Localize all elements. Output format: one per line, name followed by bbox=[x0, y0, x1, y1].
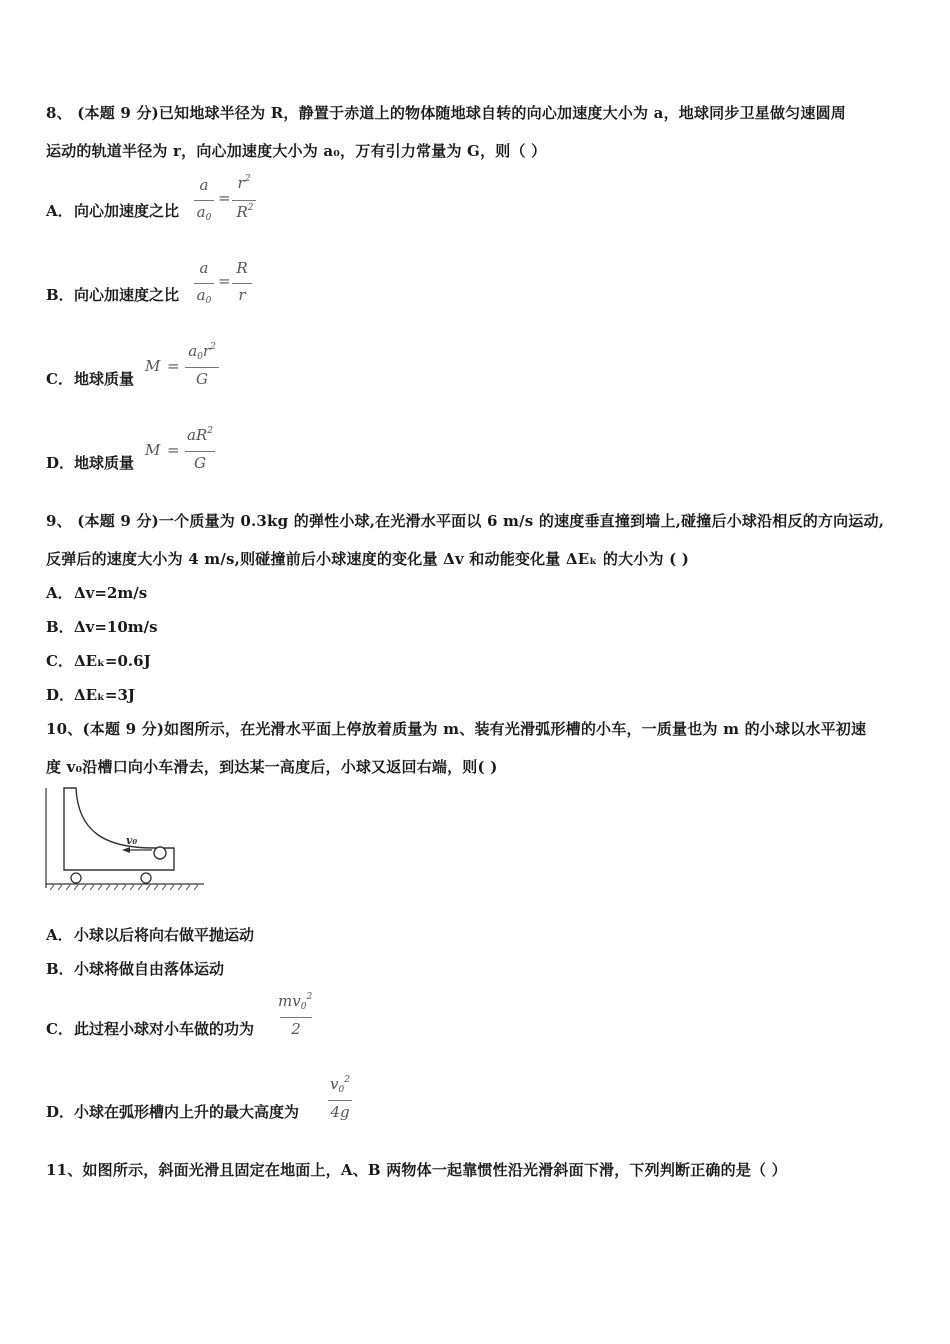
question-10-line-2: 度 v₀沿槽口向小车滑去，到达某一高度后，小球又返回右端，则( ) bbox=[46, 758, 498, 776]
option-text: Δv=2m/s bbox=[74, 584, 148, 602]
option-label: B． bbox=[46, 286, 74, 304]
q9-option-b[interactable] bbox=[46, 616, 158, 637]
option-text: 此过程小球对小车做的功为 bbox=[74, 1020, 255, 1038]
q10-option-b[interactable] bbox=[46, 958, 224, 979]
option-text: ΔEₖ=0.6J bbox=[74, 652, 151, 670]
q9-option-a[interactable] bbox=[46, 582, 147, 603]
formula-a-over-a0-eq-R-over-r: a $a_0$ = R r bbox=[192, 259, 272, 311]
question-8-line-1: 8、 (本题 9 分)已知地球半径为 R，静置于赤道上的物体随地球自转的向心加速度大小为 a，地球同步卫星做匀速圆周 bbox=[46, 104, 846, 122]
question-9-line-2: 反弹后的速度大小为 4 m/s,则碰撞前后小球速度的变化量 Δv 和动能变化量 ΔEₖ 的大小为 ( ) bbox=[46, 550, 690, 568]
option-label: B． bbox=[46, 960, 74, 978]
option-text: 地球质量 bbox=[74, 454, 135, 472]
q9-option-c[interactable] bbox=[46, 650, 151, 671]
q10-option-a[interactable] bbox=[46, 924, 254, 945]
option-label: D． bbox=[46, 1103, 75, 1121]
option-text: 地球质量 bbox=[74, 370, 135, 388]
option-label: A． bbox=[46, 584, 73, 602]
question-9-line-1: 9、 (本题 9 分)一个质量为 0.3kg 的弹性小球,在光滑水平面以 6 m/s 的速度垂直撞到墙上,碰撞后小球沿相反的方向运动, bbox=[46, 512, 885, 530]
option-text: 小球以后将向右做平抛运动 bbox=[74, 926, 255, 944]
option-text: 小球将做自由落体运动 bbox=[74, 960, 225, 978]
formula-a-over-a0-eq-r2-over-R2: a $a_0$ = $r^2$ $R^2$ bbox=[192, 176, 272, 228]
option-label: D． bbox=[46, 454, 75, 472]
option-text: Δv=10m/s bbox=[74, 618, 158, 636]
q8-option-c[interactable] bbox=[46, 368, 134, 389]
q8-option-b[interactable] bbox=[46, 284, 179, 305]
q10-option-d[interactable] bbox=[46, 1101, 299, 1122]
q8-option-a[interactable] bbox=[46, 200, 179, 221]
option-text: 小球在弧形槽内上升的最大高度为 bbox=[74, 1103, 300, 1121]
formula-mv0-squared-over-2: $mv_0^2$ 2 bbox=[278, 992, 313, 1038]
v0-label: v₀ bbox=[126, 834, 138, 847]
option-label: C． bbox=[46, 370, 73, 388]
formula-M-eq-a0r2-over-G: M = $a_0r^2$ G bbox=[145, 343, 235, 395]
question-11-line-1: 11、如图所示，斜面光滑且固定在地面上，A、B 两物体一起靠惯性沿光滑斜面下滑，下列判断正确的是（ ） bbox=[46, 1161, 787, 1179]
option-text: ΔEₖ=3J bbox=[74, 686, 136, 704]
formula-v0-squared-over-4g: $v_0^2$ 4g bbox=[328, 1075, 362, 1127]
cart-with-arc-groove-figure bbox=[44, 786, 206, 892]
q9-option-d[interactable] bbox=[46, 684, 135, 705]
option-label: A． bbox=[46, 202, 73, 220]
option-text: 向心加速度之比 bbox=[74, 202, 180, 220]
option-label: A． bbox=[46, 926, 73, 944]
option-label: C． bbox=[46, 652, 73, 670]
option-label: B． bbox=[46, 618, 74, 636]
option-label: C． bbox=[46, 1020, 73, 1038]
q8-option-d[interactable] bbox=[46, 452, 134, 473]
q10-option-c[interactable] bbox=[46, 1018, 254, 1039]
option-label: D． bbox=[46, 686, 75, 704]
formula-M-eq-aR2-over-G: M = $aR^2$ G bbox=[145, 427, 235, 479]
question-10-line-1: 10、(本题 9 分)如图所示，在光滑水平面上停放着质量为 m、装有光滑弧形槽的小车，一质量也为 m 的小球以水平初速 bbox=[46, 720, 867, 738]
question-8-line-2: 运动的轨道半径为 r，向心加速度大小为 a₀，万有引力常量为 G，则（ ） bbox=[46, 142, 547, 160]
option-text: 向心加速度之比 bbox=[74, 286, 180, 304]
